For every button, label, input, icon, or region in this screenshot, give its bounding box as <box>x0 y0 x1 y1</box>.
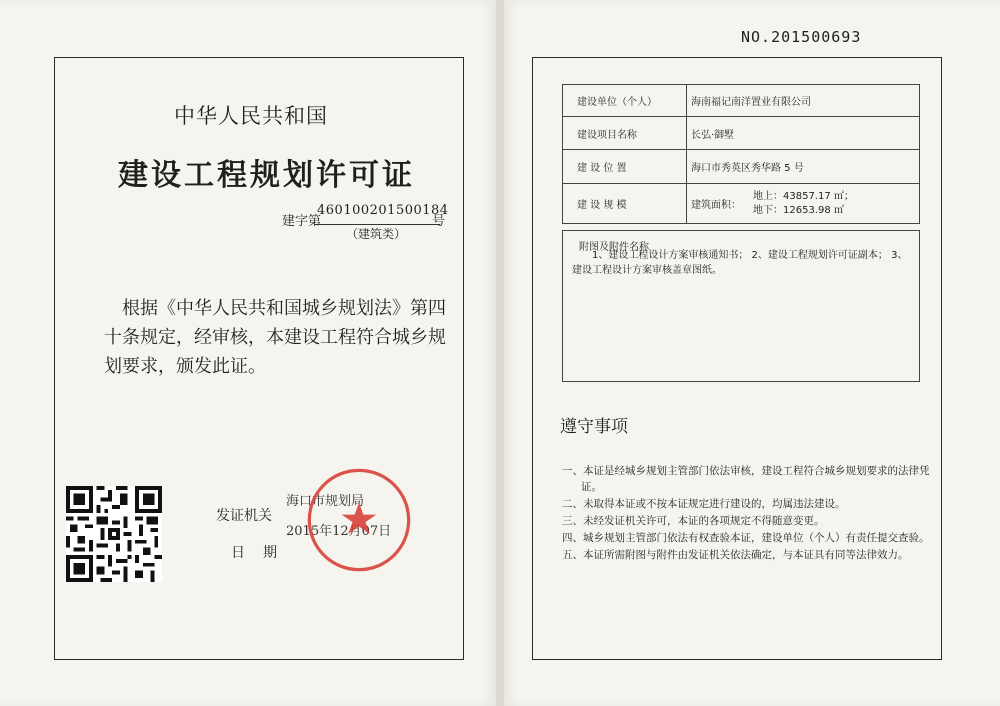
row-value: 海南福记南洋置业有限公司 <box>687 85 920 117</box>
row-label: 建 设 位 置 <box>563 150 687 184</box>
issue-date-value: 2015年12月07日 <box>286 524 392 539</box>
permit-category: （建筑类） <box>346 227 407 241</box>
list-item: 四、城乡规划主管部门依法有权查验本证，建设单位（个人）有责任提交查验。 <box>562 532 930 544</box>
certificate-title: 建设工程规划许可证 <box>118 158 415 193</box>
above-ground-label: 地上： <box>753 190 783 202</box>
table-row <box>563 85 920 117</box>
row-value: 长弘·御墅 <box>687 117 920 150</box>
table-row <box>563 184 920 224</box>
row-value: 建筑面积： <box>691 200 741 211</box>
attachments-text: 1、建设工程设计方案审核通知书； 2、建设工程规划许可证副本； 3、建设工程设计方案审核盖章图纸。 <box>572 250 908 276</box>
rules-list <box>562 463 932 564</box>
list-item: 一、本证是经城乡规划主管部门依法审核，建设工程符合城乡规划要求的法律凭证。 <box>562 465 930 493</box>
list-item: 五、本证所需附图与附件由发证机关依法确定，与本证具有同等法律效力。 <box>562 549 909 561</box>
rules-title: 遵守事项 <box>560 417 628 437</box>
country-name: 中华人民共和国 <box>174 104 328 128</box>
project-info-table <box>562 84 920 224</box>
above-ground-value: 43857.17 ㎡； <box>783 190 854 202</box>
list-item: 三、未经发证机关许可，本证的各项规定不得随意变更。 <box>562 515 825 527</box>
official-seal-icon <box>305 466 413 574</box>
issuer-label: 发证机关 <box>216 508 272 524</box>
table-row <box>563 117 920 150</box>
row-label: 建 设 规 模 <box>563 184 687 224</box>
qr-code-icon <box>66 486 162 582</box>
row-value: 海口市秀英区秀华路 5 号 <box>687 150 920 184</box>
attachments-title: 附图及附件名称 <box>579 242 649 253</box>
below-ground-label: 地下： <box>753 204 783 216</box>
list-item: 二、未取得本证或不按本证规定进行建设的，均属违法建设。 <box>562 498 846 510</box>
permit-number: 460100201500184 <box>317 203 449 218</box>
row-label: 建设单位（个人） <box>563 85 687 117</box>
row-label: 建设项目名称 <box>563 117 687 150</box>
below-ground-value: 12653.98 ㎡ <box>783 204 844 216</box>
table-row <box>563 150 920 184</box>
building-scale-cell <box>687 184 920 224</box>
issuer-value: 海口市规划局 <box>286 494 365 509</box>
permit-number-suffix: 号 <box>432 214 446 229</box>
book-gutter <box>496 0 504 706</box>
issue-date-label: 日期 <box>231 545 295 561</box>
certificate-body-text: 根据《中华人民共和国城乡规划法》第四十条规定，经审核，本建设工程符合城乡规划要求，颁发此证。 <box>104 298 446 377</box>
permit-number-prefix: 建字第 <box>282 214 322 229</box>
certificate-number: NO.201500693 <box>741 28 862 46</box>
attachments-box <box>562 230 920 382</box>
